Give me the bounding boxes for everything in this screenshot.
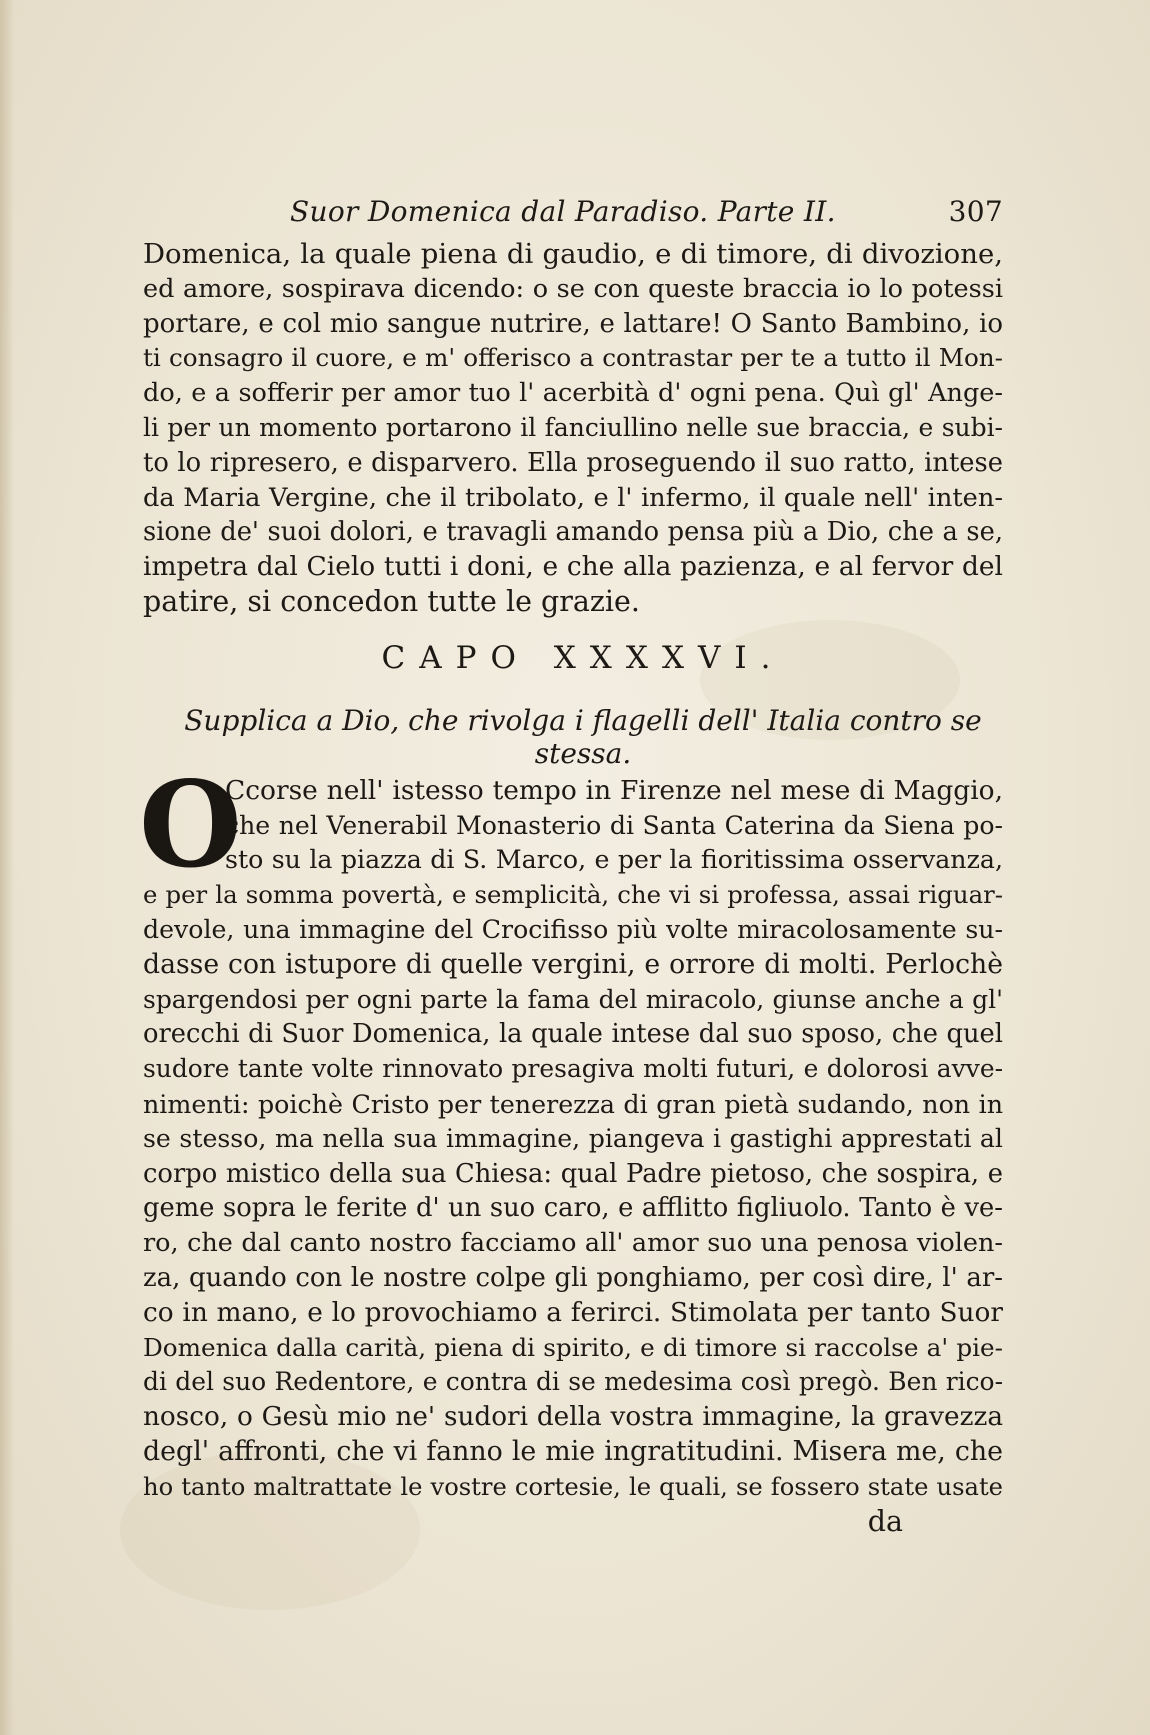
text-line: ed amore, sospirava dicendo: o se con queste braccia io lo potessi [143, 273, 1003, 304]
text-line: to lo ripresero, e disparvero. Ella proseguendo il suo ratto, intese [143, 447, 1003, 478]
text-block [139, 195, 1003, 1539]
text-line: za, quando con le nostre colpe gli ponghiamo, per così dire, l' ar- [143, 1262, 1003, 1293]
text-line: ho tanto maltrattate le vostre cortesie, le quali, se fossero state usate [143, 1472, 1003, 1501]
chapter-subtitle: Supplica a Dio, che rivolga i flagelli dell' Italia contro se stessa. [184, 703, 982, 770]
text-line: Domenica, la quale piena di gaudio, e di timore, di divozione, [143, 238, 1003, 270]
text-line: co in mano, e lo provochiamo a ferirci. Stimolata per tanto Suor [143, 1297, 1003, 1328]
text-line: se stesso, ma nella sua immagine, piangeva i gastighi apprestati al [143, 1123, 1003, 1153]
text-line: nosco, o Gesù mio ne' sudori della vostra immagine, la gravezza [143, 1402, 1003, 1433]
text-line: di del suo Redentore, e contra di se medesima così pregò. Ben rico- [143, 1367, 1003, 1397]
running-head [143, 195, 1003, 237]
running-head-title: Suor Domenica dal Paradiso. Parte II. [290, 195, 836, 228]
text-line: sto su la piazza di S. Marco, e per la fioritissima osservanza, [225, 845, 1003, 875]
text-line: orecchi di Suor Domenica, la quale intese dal suo sposo, che quel [143, 1019, 1003, 1050]
text-line: impetra dal Cielo tutti i doni, e che alla pazienza, e al fervor del [143, 551, 1003, 583]
chapter-heading: CAPO XXXXVI. [381, 639, 785, 676]
text-line: spargendosi per ogni parte la fama del miracolo, giunse anche a gl' [143, 984, 1003, 1014]
text-line: corpo mistico della sua Chiesa: qual Padre pietoso, che sospira, e [143, 1158, 1003, 1189]
text-line: li per un momento portarono il fanciullino nelle sue braccia, e subi- [143, 412, 1003, 442]
catchword: da [867, 1504, 903, 1538]
page-number: 307 [948, 195, 1003, 228]
text-line: geme sopra le ferite d' un suo caro, e afflitto figliuolo. Tanto è ve- [143, 1193, 1003, 1224]
paragraph-continued [143, 237, 1003, 620]
text-line: portare, e col mio sangue nutrire, e lattare! O Santo Bambino, io [143, 308, 1003, 339]
text-line: e per la somma povertà, e semplicità, che vi si professa, assai riguar- [143, 880, 1003, 910]
text-line: ro, che dal canto nostro facciamo all' amor suo una penosa violen- [143, 1228, 1003, 1259]
text-line: che nel Venerabil Monasterio di Santa Caterina da Siena po- [225, 810, 1003, 840]
text-line: nimenti: poichè Cristo per tenerezza di gran pietà sudando, non in [143, 1088, 1003, 1119]
page-spine-shadow [0, 0, 14, 1735]
paragraph-main [139, 754, 1003, 1505]
text-line: Domenica dalla carità, piena di spirito, e di timore si raccolse a' pie- [143, 1332, 1003, 1362]
text-line: do, e a sofferir per amor tuo l' acerbità d' ogni pena. Quì gl' Ange- [143, 378, 1003, 409]
text-line: degl' affronti, che vi fanno le mie ingratitudini. Misera me, che [143, 1435, 1003, 1467]
text-line: sione de' suoi dolori, e travagli amando pensa più a Dio, che a se, [143, 517, 1003, 548]
text-line: devole, una immagine del Crocifisso più volte miracolosamente su- [143, 914, 1003, 944]
drop-cap: O [139, 754, 242, 894]
text-line: dasse con istupore di quelle vergini, e orrore di molti. Perlochè [143, 948, 1003, 980]
text-line: ti consagro il cuore, e m' offerisco a contrastar per te a tutto il Mon- [143, 343, 1003, 373]
text-line: Ccorse nell' istesso tempo in Firenze nel mese di Maggio, [225, 774, 1003, 806]
text-line: sudore tante volte rinnovato presagiva molti futuri, e dolorosi avve- [143, 1054, 1003, 1084]
text-line: da Maria Vergine, che il tribolato, e l' infermo, il quale nell' inten- [143, 482, 1003, 513]
text-line: patire, si concedon tutte le grazie. [143, 584, 640, 618]
